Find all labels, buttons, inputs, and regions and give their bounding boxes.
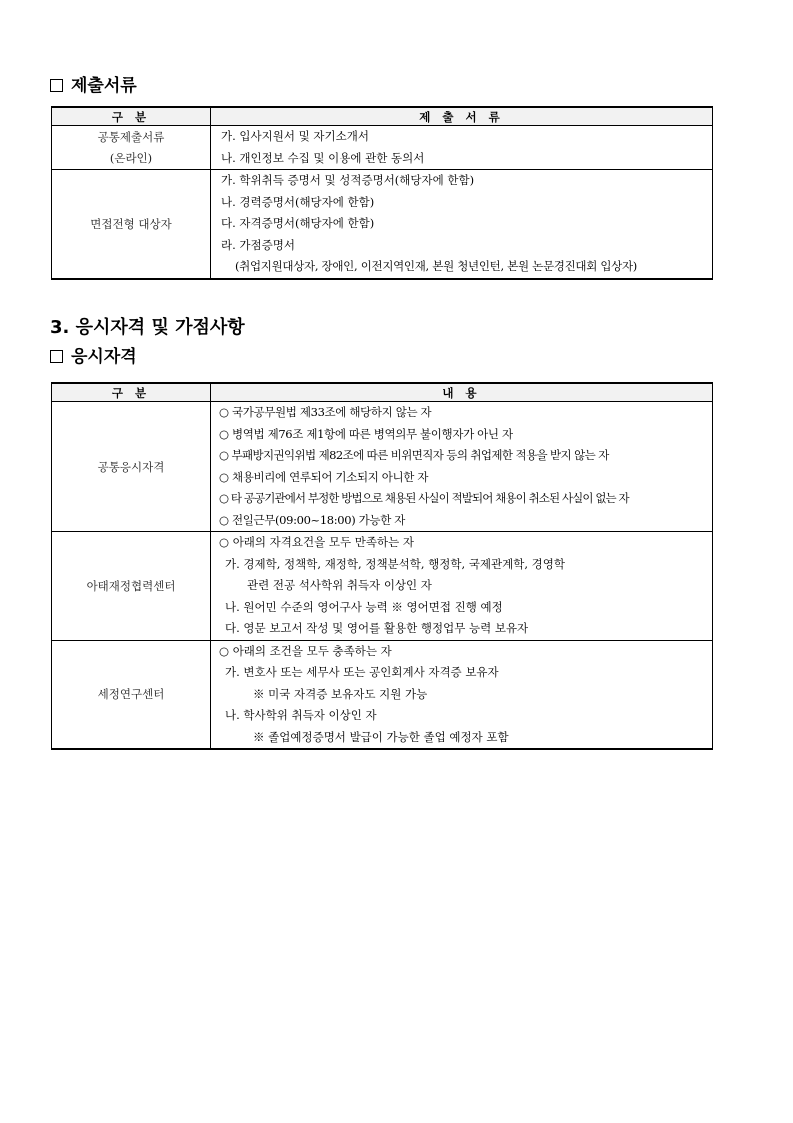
list-item: 다. 영문 보고서 작성 및 영어를 활용한 행정업무 능력 보유자 [225,621,529,635]
list-item: ※ 미국 자격증 보유자도 지원 가능 [253,686,428,701]
category-line: 면접전형 대상자 [90,216,172,231]
list-item: ○ 채용비리에 연루되어 기소되지 아니한 자 [219,469,429,484]
header-category: 구 분 [52,107,211,126]
table-header-row [52,107,713,126]
list-item: 나. 학사학위 취득자 이상인 자 [225,708,377,722]
list-item: ○ 아래의 자격요건을 모두 만족하는 자 [219,535,414,549]
list-item: 라. 가점증명서 [221,237,295,252]
list-item: 나. 원어민 수준의 영어구사 능력 ※ 영어면접 진행 예정 [225,599,503,614]
table-row [52,402,713,532]
section-title-text: 제출서류 [71,76,137,96]
list-item: 관련 전공 석사학위 취득자 이상인 자 [247,578,432,592]
table-row [52,170,713,279]
category-line: (온라인) [109,150,153,165]
row-category: 아태재정협력센터 [52,532,211,641]
table-row [52,126,713,170]
table-row [52,532,713,641]
list-item: (취업지원대상자, 장애인, 이전지역인재, 본원 청년인턴, 본원 논문경진대회 입상자) [235,259,637,273]
qualifications-table [51,382,713,750]
list-item: 가. 학위취득 증명서 및 성적증명서(해당자에 한함) [221,173,475,187]
row-category: 세정연구센터 [52,640,211,749]
list-item: 가. 경제학, 정책학, 재정학, 정책분석학, 행정학, 국제관계학, 경영학 [225,556,566,571]
section-title-submit-docs [50,76,137,96]
table-row [52,640,713,749]
header-category: 구 분 [52,383,211,402]
checkbox-square-icon [50,79,63,92]
header-content: 내 용 [211,383,713,402]
header-docs: 제 출 서 류 [211,107,713,126]
category-line: 공통제출서류 [97,129,165,144]
list-item: 나. 경력증명서(해당자에 한함) [221,194,375,209]
table-header-row [52,383,713,402]
row-content [211,170,713,279]
submit-docs-table [51,106,713,280]
row-content [211,126,713,170]
list-item: ○ 병역법 제76조 제1항에 따른 병역의무 불이행자가 아닌 자 [219,426,513,441]
row-category [52,126,211,170]
list-item: 가. 변호사 또는 세무사 또는 공인회계사 자격증 보유자 [225,665,499,679]
row-content [211,532,713,641]
list-item: ○ 국가공무원법 제33조에 해당하지 않는 자 [219,405,432,419]
section-title-text: 3. 응시자격 및 가점사항 [50,317,245,338]
list-item: ○ 타 공공기관에서 부정한 방법으로 채용된 사실이 적발되어 채용이 취소된 사실이 없는 자 [219,491,629,505]
section-title-text: 응시자격 [71,347,137,367]
section-title-qualifications-bonus [50,318,245,338]
list-item: ※ 졸업예정증명서 발급이 가능한 졸업 예정자 포함 [253,729,509,744]
row-category: 공통응시자격 [52,402,211,532]
row-category [52,170,211,279]
list-item: ○ 전일근무(09:00~18:00) 가능한 자 [219,512,406,527]
list-item: 나. 개인정보 수집 및 이용에 관한 동의서 [221,150,425,165]
list-item: ○ 아래의 조건을 모두 충족하는 자 [219,643,392,658]
row-content [211,402,713,532]
list-item: 다. 자격증명서(해당자에 한함) [221,216,375,230]
row-content [211,640,713,749]
list-item: ○ 부패방지권익위법 제82조에 따른 비위면직자 등의 취업제한 적용을 받지 않는 자 [219,448,609,462]
list-item: 가. 입사지원서 및 자기소개서 [221,129,369,143]
checkbox-square-icon [50,350,63,363]
section-title-qualifications [50,347,137,367]
